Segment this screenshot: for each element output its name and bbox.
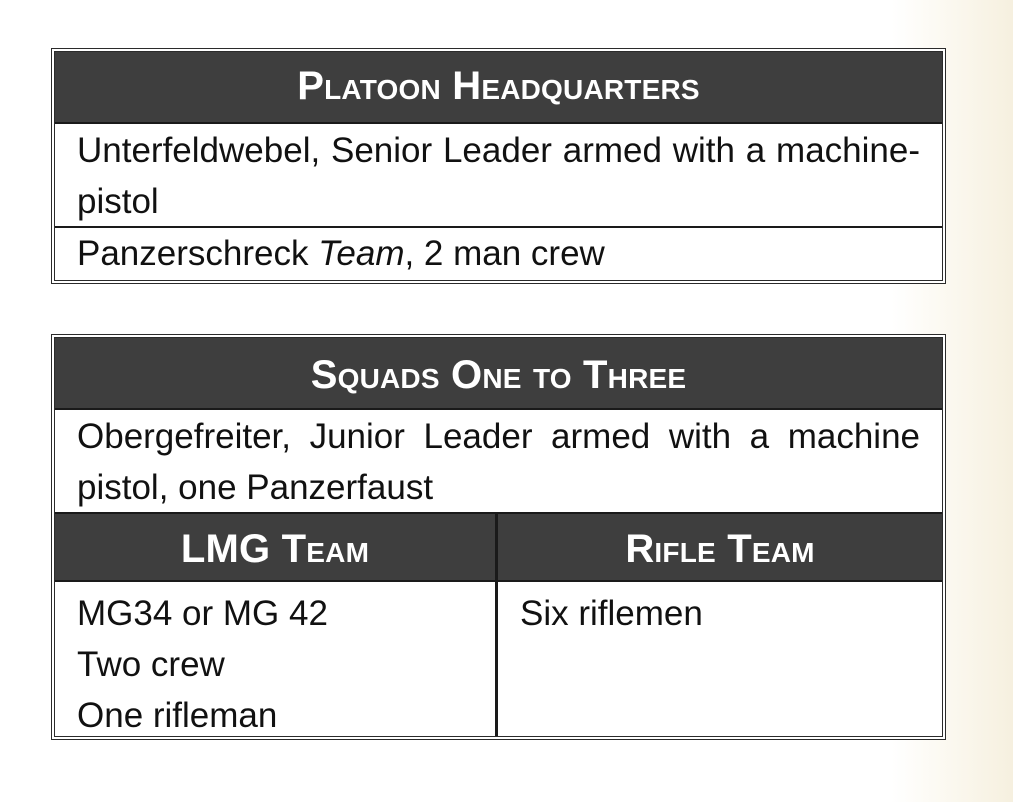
lmg-team-column <box>55 514 498 736</box>
rifle-team-title: Rifle Team <box>498 514 942 582</box>
team-columns <box>55 514 942 736</box>
junior-leader-entry: Obergefreiter, Junior Leader armed with a machine pistol, one Panzerfaust <box>55 410 942 514</box>
senior-leader-entry: Unterfeldwebel, Senior Leader armed with a machine-pistol <box>55 124 942 228</box>
lmg-team-title: LMG Team <box>55 514 495 582</box>
squads-table <box>51 334 946 740</box>
rifle-team-column <box>498 514 942 736</box>
list-item: Two crew <box>77 645 225 684</box>
lmg-team-list <box>55 582 495 741</box>
squads-title: Squads One to Three <box>55 338 942 410</box>
platoon-headquarters-title: Platoon Headquarters <box>55 52 942 124</box>
rifle-team-list <box>498 582 942 639</box>
platoon-headquarters-table <box>51 48 946 284</box>
list-item: Six riflemen <box>520 594 703 633</box>
panzerschreck-team-entry <box>55 228 942 282</box>
crew-size: , 2 man crew <box>404 234 605 273</box>
list-item: One rifleman <box>77 696 278 735</box>
list-item: MG34 or MG 42 <box>77 594 328 633</box>
team-word: Team <box>318 234 405 273</box>
panzerschreck-label: Panzerschreck <box>77 234 319 273</box>
